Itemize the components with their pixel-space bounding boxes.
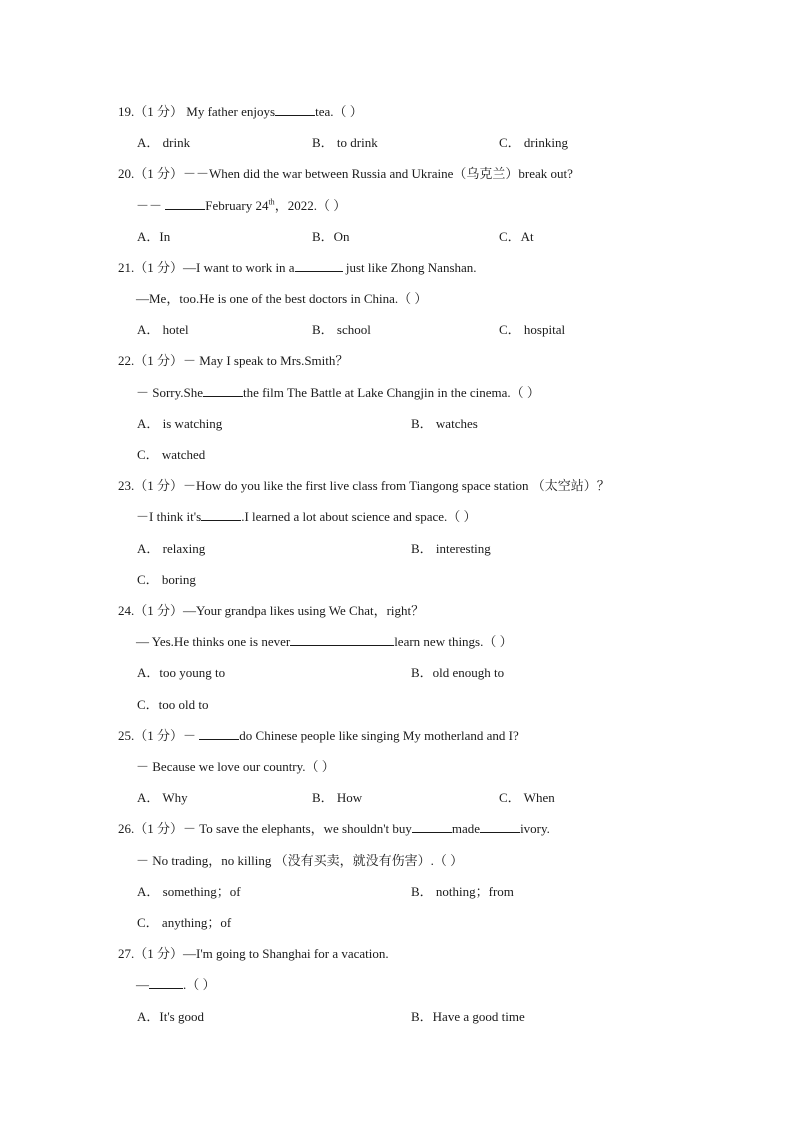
option-b: B．Have a good time — [411, 1009, 525, 1024]
question-number: 22. — [118, 353, 135, 368]
option-a: A． Why — [137, 790, 188, 805]
reply-text: .I learned a lot about science and space.（ ） — [241, 509, 477, 524]
question-21-reply: —Me，too.He is one of the best doctors in China.（ ） — [136, 291, 428, 306]
option-c: C．At — [499, 229, 534, 244]
option-a: A． is watching — [137, 416, 223, 431]
question-score: （1 分） — [134, 728, 184, 743]
question-number: 21. — [118, 260, 135, 275]
answer-blank — [203, 383, 243, 397]
reply-text: .（ ） — [183, 977, 216, 992]
question-number: 26. — [118, 821, 135, 836]
question-26-reply: － No trading，no killing （没有买卖，就没有伤害）.（ ） — [136, 853, 464, 868]
question-text: —I'm going to Shanghai for a vacation. — [183, 946, 389, 961]
question-number: 23. — [118, 478, 135, 493]
option-b: B．On — [312, 229, 350, 244]
option-a: A． drink — [137, 135, 191, 150]
option-a: A． hotel — [137, 322, 189, 337]
option-a: A．In — [137, 229, 171, 244]
option-c: C． anything；of — [137, 915, 232, 930]
question-number: 20. — [118, 166, 135, 181]
reply-text: － Sorry.She — [136, 385, 204, 400]
question-19-stem — [118, 102, 363, 122]
question-number: 24. — [118, 603, 135, 618]
question-27-stem — [118, 944, 389, 964]
option-c: C． When — [499, 790, 555, 805]
question-text: made — [451, 821, 481, 836]
question-text: － To save the elephants，we shouldn't buy — [183, 821, 412, 836]
reply-text: －I think it's — [136, 509, 202, 524]
answer-blank — [290, 632, 394, 646]
answer-blank — [165, 196, 205, 210]
question-25-stem — [118, 726, 519, 746]
question-24-reply — [136, 632, 513, 652]
question-23-reply — [136, 507, 477, 527]
superscript: th — [268, 197, 275, 207]
answer-blank — [295, 258, 343, 272]
option-b: B． to drink — [312, 135, 378, 150]
question-score: （1 分） — [134, 946, 184, 961]
option-b: B．old enough to — [411, 665, 505, 680]
answer-blank — [412, 819, 452, 833]
question-24-stem — [118, 601, 424, 621]
question-text: － — [183, 728, 197, 743]
option-c: C． boring — [137, 572, 196, 587]
answer-blank — [149, 975, 183, 989]
question-number: 19. — [118, 104, 135, 119]
option-a: A．It's good — [137, 1009, 204, 1024]
answer-blank — [201, 507, 241, 521]
question-text: —I want to work in a — [183, 260, 295, 275]
question-25-reply: － Because we love our country.（ ） — [136, 759, 335, 774]
option-b: B． How — [312, 790, 363, 805]
option-b: B． nothing；from — [411, 884, 514, 899]
option-c: C． drinking — [499, 135, 568, 150]
question-score: （1 分） — [134, 166, 184, 181]
question-22-reply — [136, 383, 540, 403]
option-b: B． school — [312, 322, 371, 337]
question-text: tea.（ ） — [315, 104, 363, 119]
answer-blank — [199, 726, 239, 740]
question-score: （1 分） — [134, 260, 184, 275]
option-a: A． something；of — [137, 884, 241, 899]
reply-text: February 24 — [205, 198, 269, 213]
question-text: do Chinese people like singing My motherland and I? — [239, 728, 519, 743]
question-text: My father enjoys — [186, 104, 276, 119]
question-number: 25. — [118, 728, 135, 743]
reply-text: the film The Battle at Lake Changjin in the cinema.（ ） — [243, 385, 540, 400]
question-score: （1 分） — [134, 603, 184, 618]
reply-text: －－ — [136, 198, 163, 213]
question-21-stem — [118, 258, 477, 278]
question-26-stem — [118, 819, 550, 839]
question-score: （1 分） — [134, 821, 184, 836]
question-text: －－When did the war between Russia and Ukraine（乌克兰）break out? — [183, 166, 573, 181]
question-text: ivory. — [520, 821, 550, 836]
question-text: － May I speak to Mrs.Smith？ — [183, 353, 349, 368]
option-c: C．too old to — [137, 697, 209, 712]
option-a: A． relaxing — [137, 541, 206, 556]
question-20-reply — [136, 196, 346, 216]
reply-text: — — [136, 977, 149, 992]
question-23-stem — [118, 476, 610, 496]
question-score: （1 分） — [134, 478, 184, 493]
option-b: B． interesting — [411, 541, 491, 556]
question-text: －How do you like the first live class from Tiangong space station （太空站）？ — [183, 478, 610, 493]
option-c: C． watched — [137, 447, 206, 462]
question-20-stem — [118, 164, 573, 184]
question-text: just like Zhong Nanshan. — [345, 260, 477, 275]
question-27-reply — [136, 975, 216, 995]
reply-text: — Yes.He thinks one is never — [136, 634, 291, 649]
answer-blank — [480, 819, 520, 833]
option-a: A．too young to — [137, 665, 226, 680]
question-score: （1 分） — [134, 353, 184, 368]
reply-text: ，2022.（ ） — [274, 198, 347, 213]
question-22-stem — [118, 351, 348, 371]
reply-text: learn new things.（ ） — [394, 634, 513, 649]
option-c: C． hospital — [499, 322, 566, 337]
answer-blank — [275, 102, 315, 116]
question-number: 27. — [118, 946, 135, 961]
question-score: （1 分） — [134, 104, 184, 119]
option-b: B． watches — [411, 416, 478, 431]
question-text: —Your grandpa likes using We Chat，right？ — [183, 603, 425, 618]
